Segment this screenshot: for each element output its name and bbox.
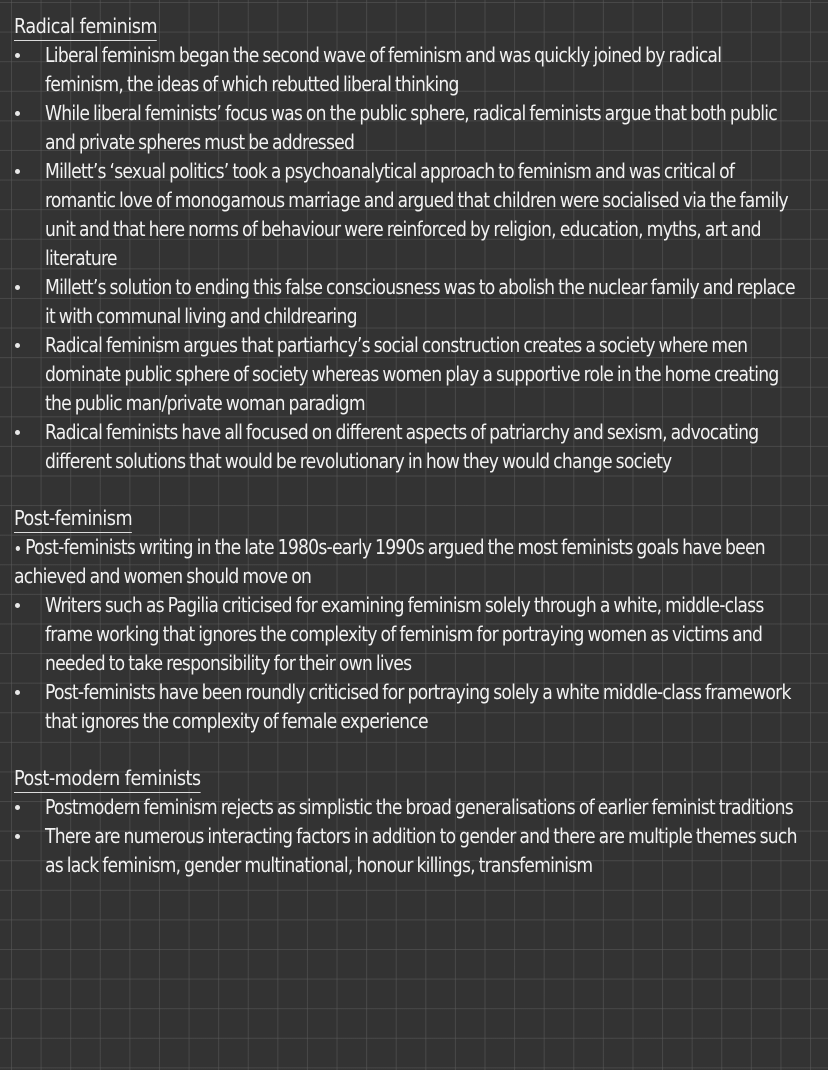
bullet-icon [15,343,20,348]
bullet-text: While liberal feminists’ focus was on the public sphere, radical feminists argue that both public and private spheres must be addressed [45,101,777,154]
section-radical-feminism [0,12,828,476]
bullet-icon [15,111,20,116]
list-item [0,273,828,331]
list-item [0,157,828,273]
bullet-text: Millett’s solution to ending this false consciousness was to abolish the nuclear family and replace it with communal living and childrearing [45,275,795,328]
list-item [0,41,828,99]
bullet-icon [15,169,20,174]
section-post-feminism [0,504,828,736]
list-item [0,793,828,822]
bullet-text: Radical feminists have all focused on different aspects of patriarchy and sexism, advocating different solutions that would be revolutionary in how they would change society [45,420,759,473]
bullet-icon [15,805,20,810]
bullet-icon [15,285,20,290]
bullet-icon [15,690,20,695]
bullet-text: Writers such as Pagilia criticised for examining feminism solely through a white, middle-class frame working that ignores the complexity of feminism for portraying women as victims and needed to take responsibility for their own lives [45,593,764,675]
bullet-icon [15,53,20,58]
bullet-icon [15,834,20,839]
intro-paragraph [14,533,828,591]
intro-text-wrapper [14,533,788,591]
bullet-icon [16,546,20,551]
bullet-text: There are numerous interacting factors in addition to gender and there are multiple themes such as lack feminism, gender multinational, honour killings, transfeminism [45,824,797,877]
bullet-text: Postmodern feminism rejects as simplistic the broad generalisations of earlier feminist traditions [45,795,793,819]
bullet-list [0,793,828,880]
bullet-list [0,591,828,736]
list-item [0,99,828,157]
section-heading: Post-modern feminists [14,764,201,793]
intro-text: Post-feminists writing in the late 1980s-early 1990s argued the most feminists goals have been achieved and women should move on [14,535,765,588]
bullet-text: Post-feminists have been roundly criticised for portraying solely a white middle-class framework that ignores the complexity of female experience [45,680,791,733]
list-item [0,418,828,476]
bullet-icon [15,603,20,608]
section-heading: Radical feminism [14,12,157,41]
bullet-text: Liberal feminism began the second wave of feminism and was quickly joined by radical feminism, the ideas of which rebutted liberal thinking [45,43,722,96]
list-item [0,822,828,880]
bullet-icon [15,430,20,435]
bullet-text: Radical feminism argues that partiarhcy’s social construction creates a society where men dominate public sphere of society whereas women play a supportive role in the home creating the public man/private woman paradigm [45,333,779,415]
section-heading: Post-feminism [14,504,132,533]
bullet-list [0,41,828,476]
list-item [0,331,828,418]
list-item [0,678,828,736]
list-item [0,591,828,678]
section-post-modern-feminists [0,764,828,880]
bullet-text: Millett’s ‘sexual politics’ took a psychoanalytical approach to feminism and was critical of romantic love of monogamous marriage and argued that children were socialised via the family unit and that here norms of behaviour were reinforced by religion, education, myths, art and literature [45,159,788,270]
